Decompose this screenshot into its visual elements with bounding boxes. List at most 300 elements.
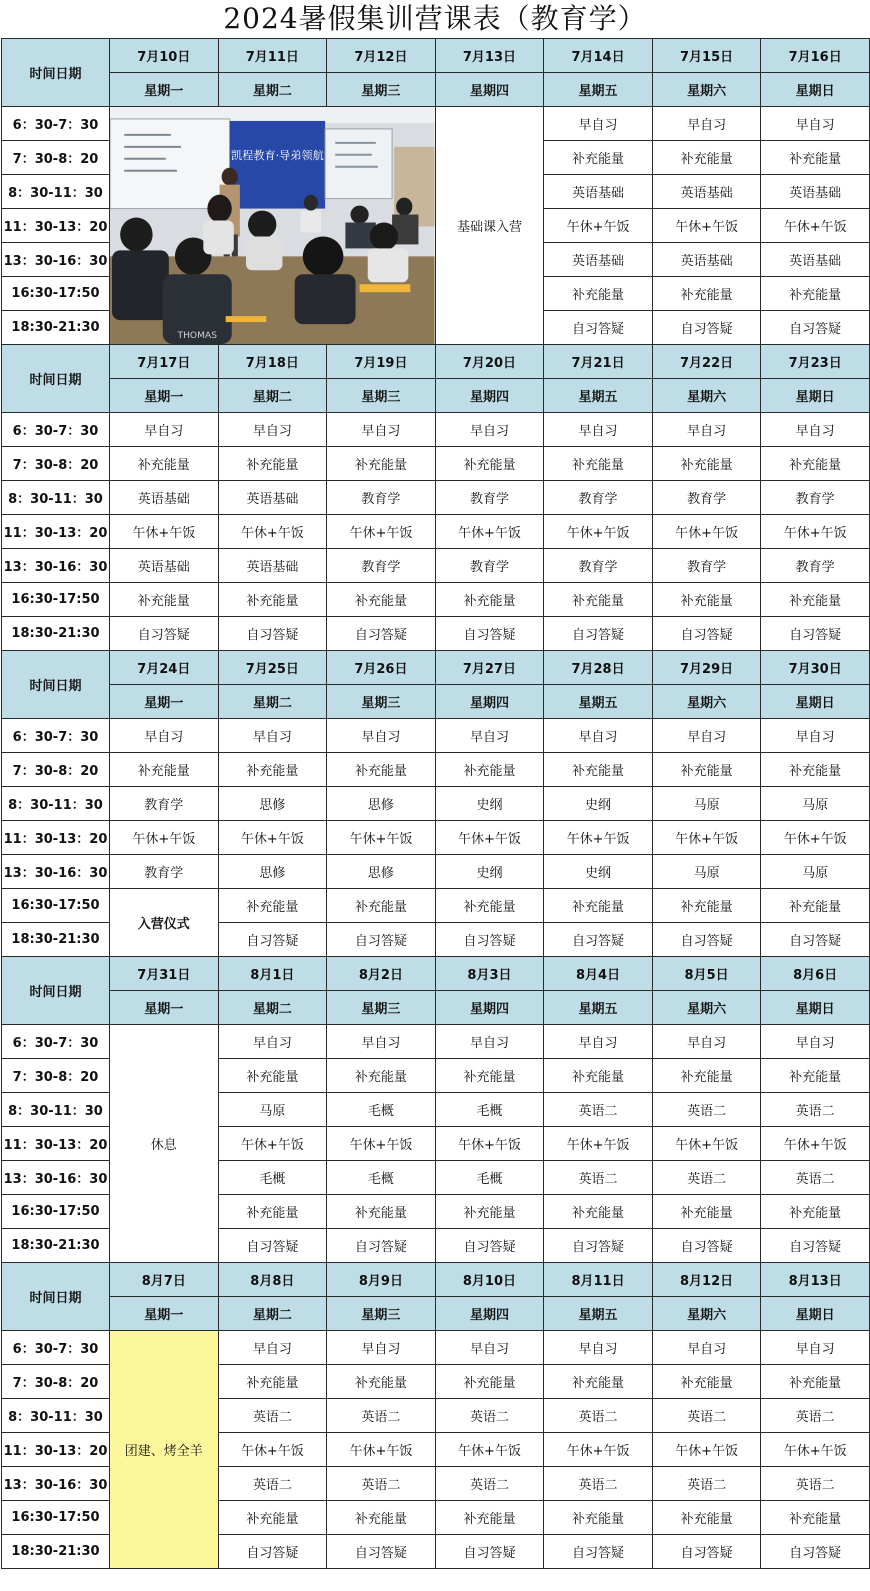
course-cell: 英语基础 — [761, 243, 870, 277]
course-cell: 早自习 — [544, 413, 653, 447]
course-cell: 午休+午饭 — [327, 1433, 436, 1467]
time-date-label: 时间日期 — [2, 651, 110, 719]
course-cell: 补充能量 — [761, 1195, 870, 1229]
time-slot-cell: 16:30-17:50 — [2, 583, 110, 617]
course-cell: 午休+午饭 — [652, 1433, 761, 1467]
weekday-cell: 星期日 — [761, 73, 870, 107]
date-cell: 7月14日 — [544, 39, 653, 73]
date-header-row — [2, 651, 870, 685]
course-cell: 自习答疑 — [218, 923, 327, 957]
course-cell: 自习答疑 — [327, 1535, 436, 1569]
course-cell: 史纲 — [544, 787, 653, 821]
course-cell: 午休+午饭 — [544, 209, 653, 243]
weekday-cell: 星期二 — [218, 1297, 327, 1331]
course-cell: 马原 — [761, 855, 870, 889]
course-cell: 自习答疑 — [652, 923, 761, 957]
time-slot-cell: 11：30-13：20 — [2, 1127, 110, 1161]
weekday-cell: 星期日 — [761, 685, 870, 719]
course-cell: 英语基础 — [110, 549, 219, 583]
course-cell: 自习答疑 — [327, 923, 436, 957]
date-cell: 7月29日 — [652, 651, 761, 685]
course-cell: 英语二 — [652, 1093, 761, 1127]
course-cell: 午休+午饭 — [652, 515, 761, 549]
date-cell: 8月2日 — [327, 957, 436, 991]
schedule-row — [2, 617, 870, 651]
course-cell: 自习答疑 — [761, 617, 870, 651]
time-slot-cell: 8：30-11：30 — [2, 1093, 110, 1127]
course-cell: 早自习 — [435, 1025, 544, 1059]
date-cell: 7月17日 — [110, 345, 219, 379]
time-slot-cell: 7：30-8：20 — [2, 447, 110, 481]
course-cell: 午休+午饭 — [652, 1127, 761, 1161]
schedule-row — [2, 855, 870, 889]
course-cell: 补充能量 — [652, 277, 761, 311]
course-cell: 自习答疑 — [327, 1229, 436, 1263]
weekday-cell: 星期二 — [218, 73, 327, 107]
date-header-row — [2, 39, 870, 73]
date-header-row — [2, 957, 870, 991]
course-cell: 英语二 — [544, 1399, 653, 1433]
schedule-row — [2, 481, 870, 515]
course-cell: 补充能量 — [761, 1501, 870, 1535]
weekday-cell: 星期一 — [110, 73, 219, 107]
course-cell: 英语二 — [435, 1399, 544, 1433]
course-cell: 早自习 — [218, 413, 327, 447]
course-cell: 英语二 — [544, 1161, 653, 1195]
time-date-label: 时间日期 — [2, 957, 110, 1025]
course-cell: 补充能量 — [652, 1501, 761, 1535]
course-cell: 补充能量 — [327, 753, 436, 787]
weekday-cell: 星期六 — [652, 1297, 761, 1331]
date-cell: 7月23日 — [761, 345, 870, 379]
time-slot-cell: 13：30-16：30 — [2, 1161, 110, 1195]
course-cell: 补充能量 — [544, 1059, 653, 1093]
course-cell: 教育学 — [544, 481, 653, 515]
course-cell: 午休+午饭 — [544, 515, 653, 549]
time-slot-cell: 11：30-13：20 — [2, 1433, 110, 1467]
time-slot-cell: 18:30-21:30 — [2, 1229, 110, 1263]
course-cell: 补充能量 — [435, 1059, 544, 1093]
course-cell: 教育学 — [435, 481, 544, 515]
course-cell: 午休+午饭 — [544, 1127, 653, 1161]
time-slot-cell: 11：30-13：20 — [2, 821, 110, 855]
time-slot-cell: 13：30-16：30 — [2, 1467, 110, 1501]
weekday-cell: 星期五 — [544, 685, 653, 719]
course-cell: 补充能量 — [435, 1365, 544, 1399]
weekday-cell: 星期一 — [110, 1297, 219, 1331]
course-cell: 早自习 — [652, 413, 761, 447]
course-cell: 补充能量 — [761, 1059, 870, 1093]
date-cell: 8月12日 — [652, 1263, 761, 1297]
course-cell: 早自习 — [544, 1025, 653, 1059]
course-cell: 英语基础 — [218, 481, 327, 515]
date-cell: 7月18日 — [218, 345, 327, 379]
course-cell: 自习答疑 — [544, 311, 653, 345]
schedule-row — [2, 889, 870, 923]
course-cell: 英语二 — [761, 1093, 870, 1127]
date-cell: 7月13日 — [435, 39, 544, 73]
weekday-cell: 星期四 — [435, 1297, 544, 1331]
course-cell: 马原 — [652, 855, 761, 889]
course-cell: 毛概 — [218, 1161, 327, 1195]
course-cell: 英语二 — [218, 1399, 327, 1433]
course-cell: 早自习 — [327, 1331, 436, 1365]
course-cell: 早自习 — [544, 1331, 653, 1365]
course-cell: 教育学 — [327, 481, 436, 515]
date-cell: 8月1日 — [218, 957, 327, 991]
course-cell: 午休+午饭 — [327, 1127, 436, 1161]
date-cell: 7月28日 — [544, 651, 653, 685]
course-cell: 补充能量 — [544, 141, 653, 175]
date-cell: 8月11日 — [544, 1263, 653, 1297]
course-cell: 英语基础 — [218, 549, 327, 583]
time-slot-cell: 13：30-16：30 — [2, 855, 110, 889]
weekday-cell: 星期四 — [435, 379, 544, 413]
course-cell: 补充能量 — [218, 1195, 327, 1229]
course-cell: 补充能量 — [435, 1195, 544, 1229]
date-cell: 7月19日 — [327, 345, 436, 379]
course-cell: 早自习 — [218, 1025, 327, 1059]
course-cell: 英语二 — [652, 1161, 761, 1195]
course-cell: 英语二 — [652, 1467, 761, 1501]
course-cell: 午休+午饭 — [435, 515, 544, 549]
course-cell: 早自习 — [652, 1025, 761, 1059]
course-cell: 英语二 — [761, 1161, 870, 1195]
date-cell: 7月27日 — [435, 651, 544, 685]
course-cell: 早自习 — [435, 719, 544, 753]
course-cell: 史纲 — [435, 855, 544, 889]
time-slot-cell: 8：30-11：30 — [2, 787, 110, 821]
course-cell: 补充能量 — [652, 1365, 761, 1399]
course-cell: 自习答疑 — [761, 923, 870, 957]
course-cell: 毛概 — [327, 1093, 436, 1127]
course-cell: 补充能量 — [652, 583, 761, 617]
weekday-header-row — [2, 991, 870, 1025]
course-cell: 英语基础 — [544, 175, 653, 209]
course-cell: 教育学 — [544, 549, 653, 583]
course-cell: 思修 — [218, 787, 327, 821]
weekday-cell: 星期五 — [544, 73, 653, 107]
schedule-row — [2, 821, 870, 855]
classroom-photo — [110, 107, 436, 345]
course-cell: 马原 — [218, 1093, 327, 1127]
course-cell: 午休+午饭 — [327, 821, 436, 855]
weekday-cell: 星期五 — [544, 379, 653, 413]
course-cell: 补充能量 — [544, 447, 653, 481]
course-cell: 思修 — [327, 855, 436, 889]
course-cell: 英语二 — [761, 1467, 870, 1501]
schedule-table — [1, 38, 870, 1569]
course-cell: 补充能量 — [761, 889, 870, 923]
time-slot-cell: 8：30-11：30 — [2, 1399, 110, 1433]
course-cell: 自习答疑 — [544, 617, 653, 651]
weekday-cell: 星期二 — [218, 991, 327, 1025]
course-cell: 补充能量 — [327, 889, 436, 923]
course-cell: 早自习 — [435, 1331, 544, 1365]
course-cell: 思修 — [218, 855, 327, 889]
schedule-row — [2, 447, 870, 481]
course-cell: 自习答疑 — [544, 923, 653, 957]
course-cell: 午休+午饭 — [218, 821, 327, 855]
course-cell: 补充能量 — [327, 1195, 436, 1229]
schedule-row — [2, 549, 870, 583]
course-cell: 补充能量 — [544, 277, 653, 311]
course-cell: 补充能量 — [761, 447, 870, 481]
course-cell: 午休+午饭 — [435, 1433, 544, 1467]
date-cell: 8月6日 — [761, 957, 870, 991]
course-cell: 补充能量 — [435, 583, 544, 617]
course-cell: 补充能量 — [327, 1059, 436, 1093]
course-cell: 早自习 — [544, 107, 653, 141]
course-cell: 补充能量 — [652, 1195, 761, 1229]
course-cell: 自习答疑 — [218, 1229, 327, 1263]
time-slot-cell: 6：30-7：30 — [2, 107, 110, 141]
time-slot-cell: 8：30-11：30 — [2, 175, 110, 209]
course-cell: 午休+午饭 — [110, 515, 219, 549]
time-slot-cell: 7：30-8：20 — [2, 1365, 110, 1399]
course-cell: 午休+午饭 — [761, 209, 870, 243]
date-cell: 8月4日 — [544, 957, 653, 991]
time-date-label: 时间日期 — [2, 39, 110, 107]
course-cell: 教育学 — [761, 549, 870, 583]
time-slot-cell: 18:30-21:30 — [2, 1535, 110, 1569]
course-cell: 自习答疑 — [761, 311, 870, 345]
weekday-header-row — [2, 379, 870, 413]
course-cell: 早自习 — [327, 1025, 436, 1059]
course-cell: 补充能量 — [435, 753, 544, 787]
weekday-cell: 星期日 — [761, 379, 870, 413]
weekday-cell: 星期五 — [544, 991, 653, 1025]
course-cell: 午休+午饭 — [327, 515, 436, 549]
weekday-cell: 星期六 — [652, 685, 761, 719]
course-cell: 史纲 — [544, 855, 653, 889]
course-cell: 早自习 — [435, 413, 544, 447]
date-cell: 7月20日 — [435, 345, 544, 379]
time-slot-cell: 6：30-7：30 — [2, 413, 110, 447]
course-cell: 补充能量 — [218, 1059, 327, 1093]
course-cell: 自习答疑 — [110, 617, 219, 651]
course-cell: 早自习 — [327, 719, 436, 753]
course-cell: 自习答疑 — [327, 617, 436, 651]
course-cell: 午休+午饭 — [652, 821, 761, 855]
weekday-cell: 星期六 — [652, 991, 761, 1025]
course-cell: 英语基础 — [761, 175, 870, 209]
course-cell: 午休+午饭 — [544, 1433, 653, 1467]
course-cell: 午休+午饭 — [435, 821, 544, 855]
schedule-row — [2, 413, 870, 447]
time-slot-cell: 8：30-11：30 — [2, 481, 110, 515]
time-slot-cell: 16:30-17:50 — [2, 277, 110, 311]
weekday-cell: 星期二 — [218, 379, 327, 413]
course-cell: 教育学 — [761, 481, 870, 515]
weekday-cell: 星期一 — [110, 685, 219, 719]
date-cell: 8月5日 — [652, 957, 761, 991]
course-cell: 早自习 — [544, 719, 653, 753]
weekday-cell: 星期三 — [327, 991, 436, 1025]
weekday-cell: 星期一 — [110, 991, 219, 1025]
course-cell: 补充能量 — [218, 889, 327, 923]
course-cell: 教育学 — [327, 549, 436, 583]
course-cell: 午休+午饭 — [544, 821, 653, 855]
course-cell: 早自习 — [218, 719, 327, 753]
course-cell: 毛概 — [327, 1161, 436, 1195]
time-slot-cell: 18:30-21:30 — [2, 311, 110, 345]
time-slot-cell: 16:30-17:50 — [2, 1195, 110, 1229]
course-cell: 补充能量 — [327, 1365, 436, 1399]
course-cell: 补充能量 — [435, 1501, 544, 1535]
course-cell: 自习答疑 — [435, 1229, 544, 1263]
course-cell: 补充能量 — [218, 753, 327, 787]
course-cell: 午休+午饭 — [761, 515, 870, 549]
course-cell: 早自习 — [761, 1331, 870, 1365]
weekday-header-row — [2, 73, 870, 107]
course-cell: 教育学 — [435, 549, 544, 583]
course-cell: 早自习 — [110, 719, 219, 753]
course-cell: 补充能量 — [761, 277, 870, 311]
course-cell: 补充能量 — [110, 753, 219, 787]
course-cell: 补充能量 — [544, 1195, 653, 1229]
date-cell: 8月9日 — [327, 1263, 436, 1297]
course-cell: 午休+午饭 — [652, 209, 761, 243]
course-cell: 早自习 — [327, 413, 436, 447]
course-cell: 自习答疑 — [652, 1229, 761, 1263]
course-cell: 英语二 — [435, 1467, 544, 1501]
course-cell: 教育学 — [110, 855, 219, 889]
schedule-row — [2, 107, 870, 141]
date-cell: 7月11日 — [218, 39, 327, 73]
schedule-row — [2, 583, 870, 617]
course-cell: 英语二 — [544, 1467, 653, 1501]
weekday-cell: 星期五 — [544, 1297, 653, 1331]
weekday-cell: 星期日 — [761, 991, 870, 1025]
course-cell: 早自习 — [110, 413, 219, 447]
course-cell: 自习答疑 — [761, 1229, 870, 1263]
date-cell: 8月13日 — [761, 1263, 870, 1297]
weekday-header-row — [2, 1297, 870, 1331]
time-slot-cell: 13：30-16：30 — [2, 549, 110, 583]
course-cell: 午休+午饭 — [761, 1127, 870, 1161]
course-cell: 补充能量 — [218, 583, 327, 617]
course-cell: 补充能量 — [652, 753, 761, 787]
course-cell: 自习答疑 — [435, 1535, 544, 1569]
course-cell: 教育学 — [110, 787, 219, 821]
date-cell: 7月25日 — [218, 651, 327, 685]
page-title: 2024暑假集训营课表（教育学） — [223, 2, 647, 35]
course-cell: 补充能量 — [218, 1501, 327, 1535]
course-cell: 补充能量 — [761, 1365, 870, 1399]
course-cell: 自习答疑 — [218, 1535, 327, 1569]
course-cell: 教育学 — [652, 549, 761, 583]
course-cell: 早自习 — [761, 719, 870, 753]
course-cell: 自习答疑 — [652, 311, 761, 345]
date-cell: 7月26日 — [327, 651, 436, 685]
course-cell: 教育学 — [652, 481, 761, 515]
date-cell: 7月12日 — [327, 39, 436, 73]
course-cell: 早自习 — [218, 1331, 327, 1365]
course-cell: 自习答疑 — [652, 1535, 761, 1569]
date-cell: 7月30日 — [761, 651, 870, 685]
time-slot-cell: 7：30-8：20 — [2, 753, 110, 787]
date-header-row — [2, 1263, 870, 1297]
course-cell: 补充能量 — [435, 889, 544, 923]
course-cell: 早自习 — [761, 413, 870, 447]
course-cell: 补充能量 — [544, 889, 653, 923]
time-slot-cell: 6：30-7：30 — [2, 719, 110, 753]
course-cell: 午休+午饭 — [218, 1433, 327, 1467]
course-cell: 自习答疑 — [218, 617, 327, 651]
photo-banner-text: 凯程教育·导弟领航 — [231, 148, 324, 162]
course-cell: 英语基础 — [544, 243, 653, 277]
weekday-cell: 星期三 — [327, 73, 436, 107]
course-cell: 英语二 — [761, 1399, 870, 1433]
course-cell: 补充能量 — [652, 447, 761, 481]
course-cell: 补充能量 — [544, 1365, 653, 1399]
date-cell: 8月3日 — [435, 957, 544, 991]
course-cell: 补充能量 — [761, 753, 870, 787]
course-cell: 早自习 — [761, 107, 870, 141]
merged-event-cell: 入营仪式 — [110, 889, 219, 957]
course-cell: 补充能量 — [544, 583, 653, 617]
course-cell: 早自习 — [652, 1331, 761, 1365]
schedule-row — [2, 753, 870, 787]
merged-event-cell: 休息 — [110, 1025, 219, 1263]
course-cell: 补充能量 — [652, 141, 761, 175]
schedule-row — [2, 515, 870, 549]
time-slot-cell: 11：30-13：20 — [2, 515, 110, 549]
course-cell: 自习答疑 — [652, 617, 761, 651]
weekday-cell: 星期三 — [327, 685, 436, 719]
course-cell: 补充能量 — [435, 447, 544, 481]
course-cell: 午休+午饭 — [761, 821, 870, 855]
course-cell: 英语二 — [327, 1399, 436, 1433]
course-cell: 午休+午饭 — [218, 1127, 327, 1161]
time-date-label: 时间日期 — [2, 345, 110, 413]
time-slot-cell: 16:30-17:50 — [2, 1501, 110, 1535]
course-cell: 补充能量 — [218, 1365, 327, 1399]
weekday-cell: 星期四 — [435, 73, 544, 107]
course-cell: 思修 — [327, 787, 436, 821]
course-cell: 补充能量 — [544, 753, 653, 787]
date-cell: 8月7日 — [110, 1263, 219, 1297]
course-cell: 补充能量 — [544, 1501, 653, 1535]
course-cell: 英语基础 — [652, 243, 761, 277]
date-cell: 8月10日 — [435, 1263, 544, 1297]
date-cell: 8月8日 — [218, 1263, 327, 1297]
date-cell: 7月22日 — [652, 345, 761, 379]
time-slot-cell: 7：30-8：20 — [2, 1059, 110, 1093]
weekday-cell: 星期二 — [218, 685, 327, 719]
course-cell: 补充能量 — [652, 1059, 761, 1093]
course-cell: 自习答疑 — [435, 617, 544, 651]
course-cell: 毛概 — [435, 1093, 544, 1127]
time-slot-cell: 18:30-21:30 — [2, 617, 110, 651]
weekday-cell: 星期四 — [435, 685, 544, 719]
course-cell: 补充能量 — [652, 889, 761, 923]
time-slot-cell: 16:30-17:50 — [2, 889, 110, 923]
time-slot-cell: 6：30-7：30 — [2, 1331, 110, 1365]
course-cell: 自习答疑 — [544, 1229, 653, 1263]
time-date-label: 时间日期 — [2, 1263, 110, 1331]
merged-event-cell: 基础课入营 — [435, 107, 544, 345]
course-cell: 自习答疑 — [435, 923, 544, 957]
weekday-cell: 星期日 — [761, 1297, 870, 1331]
time-slot-cell: 13：30-16：30 — [2, 243, 110, 277]
schedule-row — [2, 787, 870, 821]
date-cell: 7月16日 — [761, 39, 870, 73]
course-cell: 史纲 — [435, 787, 544, 821]
weekday-cell: 星期一 — [110, 379, 219, 413]
course-cell: 毛概 — [435, 1161, 544, 1195]
